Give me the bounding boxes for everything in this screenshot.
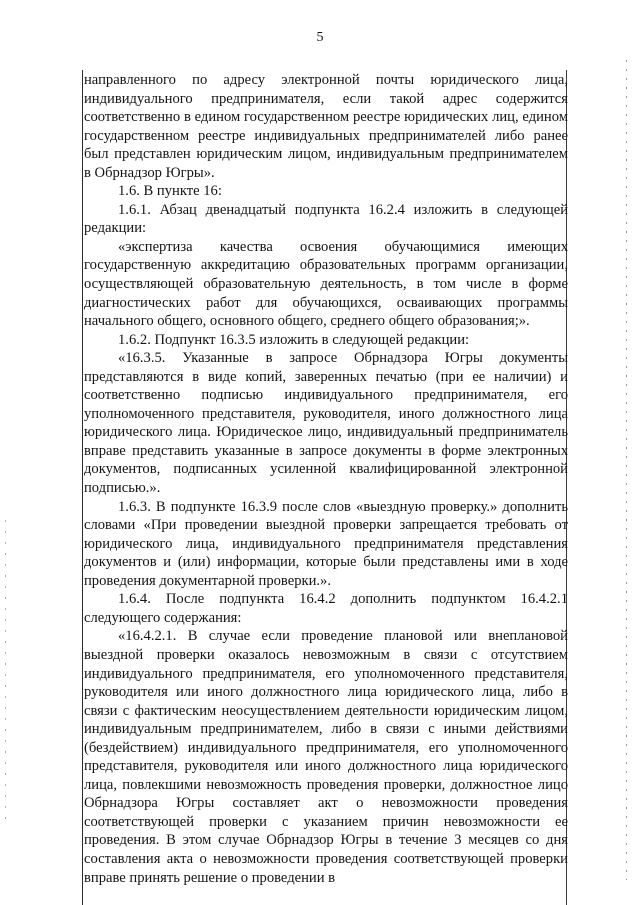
document-body [84,71,568,887]
paragraph-quote-16-4-2-1: «16.4.2.1. В случае если проведение плановой или внеплановой выездной проверки оказалось невозможным в связи с отсутствием индивидуального предпринимателя, его уполномоченного представителя, руководителя или иного должностного лица юридического лица, либо в связи с фактическим неосуществлением деятельности юридическим лицом, индивидуальным предпринимателем, либо в связи с иными действиями (бездействием) индивидуального предпринимателя, его уполномоченного представителя, руководителя или иного должностного лица юридического лица, повлекшими невозможность проведения проверки, должностное лицо Обрнадзора Югры составляет акт о невозможности проведения соответствующей проверки с указанием причин невозможности ее проведения. В этом случае Обрнадзор Югры в течение 3 месяцев со дня составления акта о невозможности проведения соответствующей проверки вправе принять решение о проведении в [84,628,568,886]
paragraph-quote-16-3-5: «16.3.5. Указанные в запросе Обрнадзора Югры документы представляются в виде копий, заверенных печатью (при ее наличии) и соответственно подписью индивидуального предпринимателя, его уполномоченного представителя, руководителя, иного должностного лица юридического лица. Юридическое лицо, индивидуальный предприниматель вправе представить указанные в запросе документы в форме электронных документов, подписанных усиленной квалифицированной электронной подписью.». [84,350,568,497]
page-number: 5 [316,30,324,45]
paragraph-item-1-6-1: 1.6.1. Абзац двенадцатый подпункта 16.2.4 изложить в следующей редакции: [84,201,568,237]
paragraph-item-1-6-4: 1.6.4. После подпункта 16.4.2 дополнить подпунктом 16.4.2.1 следующего содержания: [84,591,568,626]
scan-dots-left [5,520,6,820]
paragraph-quote-expertise: «экспертиза качества освоения обучающимися имеющих государственную аккредитацию образовательных программ организации, осуществляющей образовательную деятельность, в том числе в форме диагностических работ для обучающихся, осваивающих программы начального общего, основного общего, среднего общего образования;». [84,238,568,330]
scan-edge-left [82,70,83,905]
paragraph-continuation: направленного по адресу электронной почты юридического лица, индивидуального предпринимателя, если такой адрес содержится соответственно в едином государственном реестре юридических лиц, едином государственном реестре индивидуальных предпринимателей либо ранее был представлен юридическим лицом, индивидуальным предпринимателем в Обрнадзор Югры». [84,72,568,181]
paragraph-item-1-6-3: 1.6.3. В подпункте 16.3.9 после слов «выездную проверку.» дополнить словами «При проведении выездной проверки запрещается требовать от юридического лица, индивидуального предпринимателя представления документов и (или) информации, которые были представлены ими в ходе проведения документарной проверки.». [84,498,568,589]
scan-dots-right [626,60,627,880]
paragraph-item-1-6-2: 1.6.2. Подпункт 16.3.5 изложить в следующей редакции: [118,331,470,348]
paragraph-item-1-6: 1.6. В пункте 16: [118,183,222,200]
